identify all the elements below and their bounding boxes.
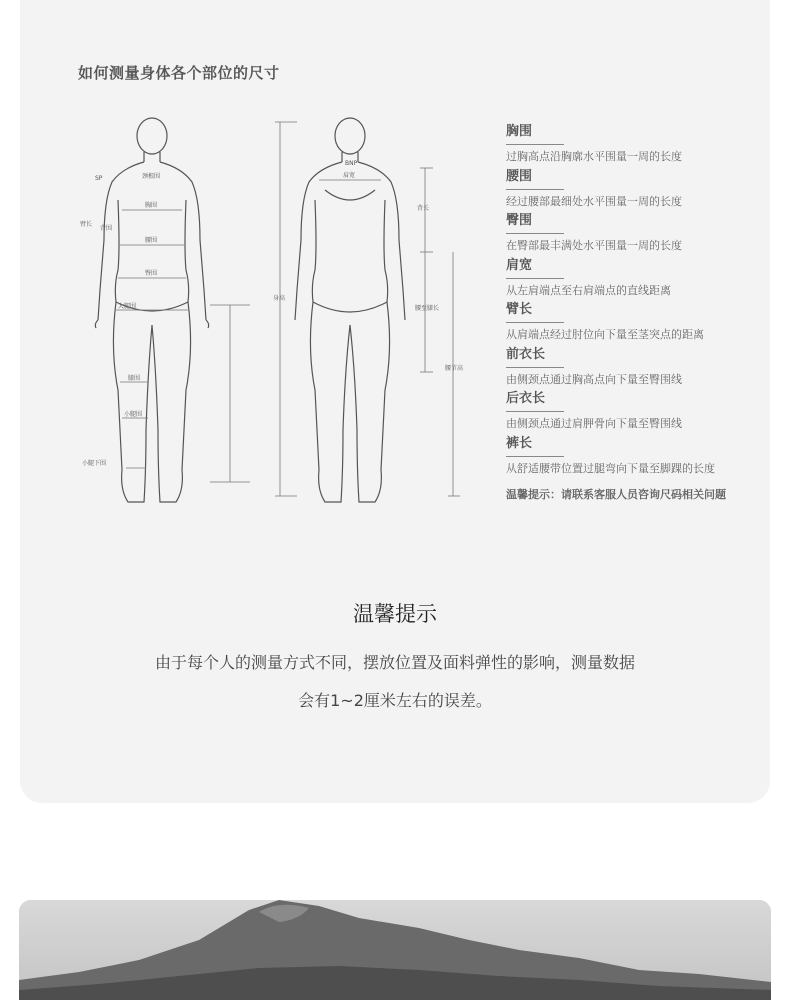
back-label-back-length: 背长 bbox=[417, 205, 430, 212]
legend-name: 胸围 bbox=[506, 123, 564, 145]
legend-item-pants-length bbox=[506, 432, 776, 477]
legend-name: 臂长 bbox=[506, 301, 564, 323]
legend-name: 肩宽 bbox=[506, 257, 564, 279]
back-label-waist-height: 腰节高 bbox=[445, 365, 464, 372]
legend-desc: 从舒适腰带位置过腿弯向下量至脚踝的长度 bbox=[506, 461, 715, 475]
legend-item-arm bbox=[506, 298, 776, 343]
front-label-hip: 臀围 bbox=[145, 270, 158, 277]
legend-name: 后衣长 bbox=[506, 390, 564, 412]
tip-title: 温馨提示 bbox=[353, 602, 437, 626]
legend-desc: 从左肩端点至右肩端点的直线距离 bbox=[506, 283, 671, 297]
mountain-landscape-image bbox=[19, 900, 771, 1000]
front-label-neck: 颈根围 bbox=[142, 173, 161, 180]
tip-line-1: 由于每个人的测量方式不同，摆放位置及面料弹性的影响，测量数据 bbox=[154, 653, 635, 672]
mountain-photo bbox=[19, 900, 771, 1000]
legend-name: 裤长 bbox=[506, 435, 564, 457]
front-label-arm: 臂长 bbox=[80, 221, 93, 228]
size-guide-card bbox=[20, 0, 770, 803]
front-label-waist: 腰围 bbox=[145, 237, 158, 244]
legend-item-waist bbox=[506, 165, 776, 210]
front-label-chest: 胸围 bbox=[145, 202, 158, 209]
back-label-height: 身高 bbox=[273, 295, 286, 302]
legend-desc: 过胸高点沿胸廓水平围量一周的长度 bbox=[506, 150, 682, 163]
measurement-legend bbox=[506, 120, 776, 476]
front-label-knee: 膝围 bbox=[128, 375, 141, 382]
contact-tip: 温馨提示：请联系客服人员咨询尺码相关问题 bbox=[506, 488, 726, 501]
front-label-sp: SP bbox=[95, 175, 103, 182]
back-body-figure bbox=[255, 110, 465, 510]
front-body-figure bbox=[60, 110, 260, 510]
back-label-shoulder: 肩宽 bbox=[343, 172, 356, 179]
legend-item-back-length bbox=[506, 387, 776, 432]
legend-desc: 在臀部最丰满处水平围量一周的长度 bbox=[506, 239, 682, 252]
legend-item-front-length bbox=[506, 343, 776, 388]
legend-item-shoulder bbox=[506, 254, 776, 299]
legend-desc: 经过腰部最细处水平围量一周的长度 bbox=[506, 194, 682, 208]
legend-name: 臀围 bbox=[506, 212, 564, 234]
legend-name: 腰围 bbox=[506, 168, 564, 190]
legend-name: 前衣长 bbox=[506, 346, 564, 368]
legend-desc: 由侧颈点通过胸高点向下量至臀围线 bbox=[506, 372, 682, 386]
legend-item-hip bbox=[506, 209, 776, 254]
tip-line-2: 会有1~2厘米左右的误差。 bbox=[298, 691, 492, 710]
legend-desc: 从肩端点经过肘位向下量至茎突点的距离 bbox=[506, 328, 704, 341]
legend-desc: 由侧颈点通过肩胛骨向下量至臀围线 bbox=[506, 417, 682, 430]
front-label-back: 背围 bbox=[100, 225, 113, 232]
back-label-bnp: BNP bbox=[345, 160, 358, 167]
back-label-waist-knee: 腰至膝长 bbox=[415, 305, 440, 312]
guide-title: 如何测量身体各个部位的尺寸 bbox=[78, 64, 280, 82]
front-label-lower-calf: 小腿下围 bbox=[82, 460, 107, 467]
front-label-thigh: 大腿围 bbox=[118, 303, 137, 310]
front-label-calf: 小腿围 bbox=[124, 411, 143, 418]
legend-item-chest bbox=[506, 120, 776, 165]
